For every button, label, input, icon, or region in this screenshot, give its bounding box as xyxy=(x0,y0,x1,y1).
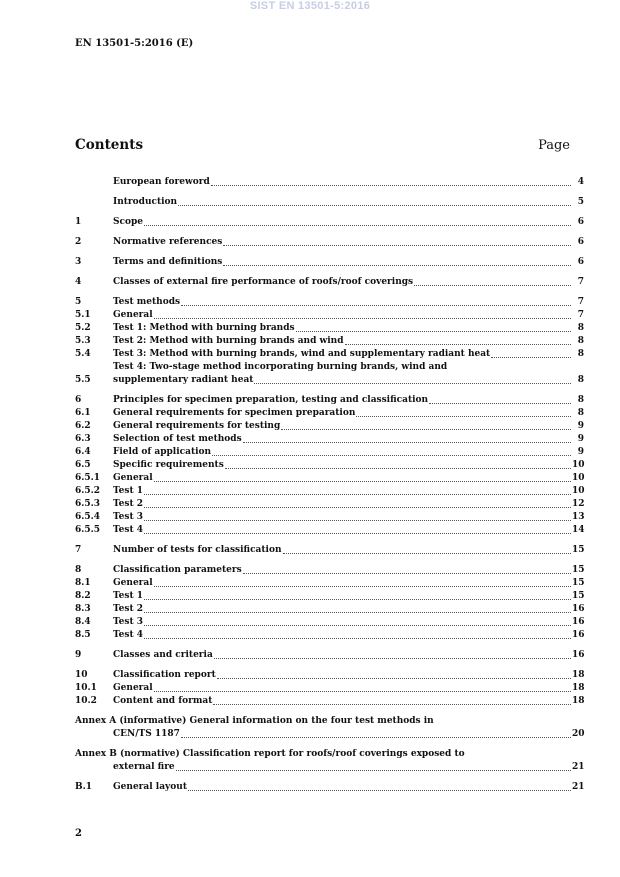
toc-entry-number: 6.5.5 xyxy=(75,525,101,535)
toc-entry-number: 8.3 xyxy=(75,604,91,614)
watermark: SIST EN 13501-5:2016 xyxy=(249,0,371,12)
toc-entry[interactable] xyxy=(75,335,584,348)
toc-entry-title xyxy=(75,715,572,741)
toc-entry-title xyxy=(113,335,572,348)
dot-leader xyxy=(188,790,571,791)
toc-entry-title xyxy=(113,498,572,511)
toc-entry-title-text: Test 3 xyxy=(113,617,144,627)
dot-leader xyxy=(243,573,571,574)
toc-entry-page: 16 xyxy=(572,650,585,660)
toc-entry-title-text: General requirements for specimen preparation xyxy=(113,408,356,418)
toc-entry-title-text: Content and format xyxy=(113,696,213,706)
toc-entry-title xyxy=(113,322,572,335)
toc-entry-number: 5.5 xyxy=(75,375,91,385)
toc-entry[interactable] xyxy=(75,459,584,472)
toc-entry[interactable] xyxy=(75,781,584,794)
toc-entry-title xyxy=(113,682,572,695)
dot-leader xyxy=(144,612,571,613)
toc-entry-title-text: Specific requirements xyxy=(113,460,224,470)
toc-entry[interactable] xyxy=(75,407,584,420)
toc-entry[interactable] xyxy=(75,649,584,662)
dot-leader xyxy=(144,507,571,508)
toc-entry-title xyxy=(113,511,572,524)
toc-entry-page: 6 xyxy=(577,237,584,247)
toc-entry-page: 7 xyxy=(577,310,584,320)
toc-entry-title-text: Classification report xyxy=(113,670,216,680)
toc-entry-page: 8 xyxy=(577,395,584,405)
toc-entry-title xyxy=(113,564,572,577)
toc-entry-title-text: Introduction xyxy=(113,197,178,207)
toc-entry-title-text: Principles for specimen preparation, testing and classification xyxy=(113,395,429,405)
toc-entry-title-line2-row xyxy=(75,761,572,774)
toc-entry-title-line2-row xyxy=(75,728,572,741)
toc-entry-title-text: Test 4 xyxy=(113,525,144,535)
toc-entry-title-text: General xyxy=(113,310,153,320)
toc-entry-page: 8 xyxy=(577,336,584,346)
toc-entry-title xyxy=(113,524,572,537)
dot-leader xyxy=(243,442,571,443)
toc-entry-number: 7 xyxy=(75,545,82,555)
toc-entry-page: 16 xyxy=(572,617,585,627)
toc-entry-page: 10 xyxy=(572,460,585,470)
toc-entry-number: 10 xyxy=(75,670,88,680)
toc-entry-page: 9 xyxy=(577,421,584,431)
toc-entry-title-line2: supplementary radiant heat xyxy=(113,375,254,385)
toc-entry-page: 10 xyxy=(572,486,585,496)
toc-entry[interactable] xyxy=(75,216,584,229)
dot-leader xyxy=(181,737,571,738)
toc-entry[interactable] xyxy=(75,485,584,498)
toc-entry-number: 4 xyxy=(75,277,82,287)
toc-entry-number: 6 xyxy=(75,395,82,405)
toc-entry-number: 6.1 xyxy=(75,408,91,418)
dot-leader xyxy=(283,553,571,554)
toc-entry-title xyxy=(113,649,572,662)
dot-leader xyxy=(181,305,571,306)
toc-entry-title-line1: Annex B (normative) Classification report for roofs/roof coverings exposed to xyxy=(75,749,465,759)
toc-entry-title xyxy=(113,236,572,249)
toc-entry[interactable] xyxy=(75,669,584,682)
toc-entry-title-text: General xyxy=(113,578,153,588)
toc-entry[interactable] xyxy=(75,616,584,629)
toc-entry-title xyxy=(113,361,572,387)
toc-entry-page: 9 xyxy=(577,447,584,457)
toc-entry-title-text: European foreword xyxy=(113,177,210,187)
toc-entry-page: 14 xyxy=(572,525,585,535)
toc-entry-title xyxy=(113,276,572,289)
toc-entry[interactable] xyxy=(75,236,584,249)
toc-entry[interactable] xyxy=(75,196,584,209)
toc-entry-number: 8.1 xyxy=(75,578,91,588)
toc-entry-page: 15 xyxy=(572,545,585,555)
toc-entry-page: 18 xyxy=(572,670,585,680)
toc-entry-number: 9 xyxy=(75,650,82,660)
toc-entry-title xyxy=(113,256,572,269)
toc-entry-title xyxy=(113,407,572,420)
dot-leader xyxy=(211,185,571,186)
toc-entry-title-text: Classification parameters xyxy=(113,565,242,575)
toc-entry[interactable] xyxy=(75,176,584,189)
dot-leader xyxy=(296,331,571,332)
toc-entry-title-text: Test 2 xyxy=(113,499,144,509)
toc-entry-page: 15 xyxy=(572,591,585,601)
dot-leader xyxy=(154,481,571,482)
toc-entry-number: 1 xyxy=(75,217,82,227)
toc-entry[interactable] xyxy=(75,748,584,774)
dot-leader xyxy=(356,416,571,417)
toc-entry-title xyxy=(113,616,572,629)
toc-entry[interactable] xyxy=(75,394,584,407)
toc-entry-title-text: Test 4 xyxy=(113,630,144,640)
toc-entry-title xyxy=(113,216,572,229)
toc-entry-title xyxy=(113,176,572,189)
toc-entry-page: 9 xyxy=(577,434,584,444)
toc-entry-title-text: Normative references xyxy=(113,237,223,247)
toc-entry-title-text: Test 1 xyxy=(113,486,144,496)
dot-leader xyxy=(213,704,571,705)
toc-entry-number: 6.4 xyxy=(75,447,91,457)
dot-leader xyxy=(212,455,571,456)
toc-entry-page: 6 xyxy=(577,217,584,227)
toc-entry-number: 8.4 xyxy=(75,617,91,627)
toc-entry-page: 20 xyxy=(572,729,585,739)
toc-entry-title xyxy=(113,590,572,603)
toc-entry-title xyxy=(113,348,572,361)
dot-leader xyxy=(154,691,571,692)
toc-entry-title-text: Test 1 xyxy=(113,591,144,601)
dot-leader xyxy=(144,533,571,534)
toc-entry[interactable] xyxy=(75,256,584,269)
toc-entry-title-text: General xyxy=(113,683,153,693)
toc-entry[interactable] xyxy=(75,682,584,695)
toc-entry[interactable] xyxy=(75,361,584,387)
toc-entry-page: 16 xyxy=(572,604,585,614)
toc-entry-title-text: Test 2: Method with burning brands and wind xyxy=(113,336,344,346)
toc-entry[interactable] xyxy=(75,577,584,590)
toc-entry-number: 8.2 xyxy=(75,591,91,601)
toc-entry-number: 10.1 xyxy=(75,683,97,693)
document-id: EN 13501-5:2016 (E) xyxy=(75,38,194,49)
dot-leader xyxy=(345,344,571,345)
dot-leader xyxy=(154,318,571,319)
dot-leader xyxy=(154,586,571,587)
toc-entry-number: 8.5 xyxy=(75,630,91,640)
toc-entry-page: 8 xyxy=(577,349,584,359)
toc-entry-page: 16 xyxy=(572,630,585,640)
dot-leader xyxy=(144,494,571,495)
toc-entry[interactable] xyxy=(75,498,584,511)
toc-entry-title-text: Selection of test methods xyxy=(113,434,242,444)
toc-entry-title xyxy=(113,485,572,498)
toc-entry-title-text: General xyxy=(113,473,153,483)
toc-entry-number: 6.5 xyxy=(75,460,91,470)
toc-entry-title xyxy=(113,433,572,446)
toc-entry-page: 13 xyxy=(572,512,585,522)
toc-entry-title-text: General requirements for testing xyxy=(113,421,281,431)
toc-entry-title xyxy=(113,669,572,682)
toc-entry-page: 10 xyxy=(572,473,585,483)
dot-leader xyxy=(176,770,571,771)
dot-leader xyxy=(144,625,571,626)
toc-entry-title-text: General layout xyxy=(113,782,187,792)
toc-entry[interactable] xyxy=(75,472,584,485)
toc-entry-number: 3 xyxy=(75,257,82,267)
toc-entry-title xyxy=(113,695,572,708)
toc-entry[interactable] xyxy=(75,433,584,446)
page-column-label: Page xyxy=(538,138,570,153)
toc-entry[interactable] xyxy=(75,309,584,322)
toc-entry-title xyxy=(113,544,572,557)
toc-entry-title xyxy=(113,309,572,322)
toc-entry[interactable] xyxy=(75,695,584,708)
toc-entry-title xyxy=(113,296,572,309)
toc-entry[interactable] xyxy=(75,590,584,603)
toc-entry-page: 12 xyxy=(572,499,585,509)
toc-entry-title-line2-row xyxy=(113,374,572,387)
toc-entry-number: 6.5.4 xyxy=(75,512,101,522)
toc-entry-title-text: Terms and definitions xyxy=(113,257,223,267)
toc-entry-title xyxy=(113,446,572,459)
contents-heading xyxy=(75,137,570,153)
toc-entry-number: 5.3 xyxy=(75,336,91,346)
toc-entry-title xyxy=(113,196,572,209)
toc-entry-number: 6.3 xyxy=(75,434,91,444)
toc-entry-title xyxy=(113,420,572,433)
toc-entry-page: 15 xyxy=(572,578,585,588)
toc-entry-page: 6 xyxy=(577,257,584,267)
dot-leader xyxy=(223,245,571,246)
toc-entry-number: 6.5.3 xyxy=(75,499,101,509)
page-number: 2 xyxy=(75,828,82,839)
dot-leader xyxy=(217,678,571,679)
toc-entry[interactable] xyxy=(75,524,584,537)
toc-entry[interactable] xyxy=(75,348,584,361)
dot-leader xyxy=(254,383,571,384)
dot-leader xyxy=(281,429,571,430)
toc-entry[interactable] xyxy=(75,564,584,577)
toc-entry-title-text: Test 3: Method with burning brands, wind and supplementary radiant heat xyxy=(113,349,491,359)
toc-entry[interactable] xyxy=(75,296,584,309)
toc-entry-page: 7 xyxy=(577,277,584,287)
toc-entry-page: 21 xyxy=(572,782,585,792)
dot-leader xyxy=(178,205,571,206)
dot-leader xyxy=(144,225,571,226)
toc-entry-number: 5.1 xyxy=(75,310,91,320)
toc-entry[interactable] xyxy=(75,420,584,433)
toc-entry-title-line2: CEN/TS 1187 xyxy=(113,729,180,739)
toc-entry-title-text: Classes of external fire performance of roofs/roof coverings xyxy=(113,277,414,287)
toc-entry[interactable] xyxy=(75,715,584,741)
toc-entry-number: 2 xyxy=(75,237,82,247)
dot-leader xyxy=(144,520,571,521)
toc-entry-page: 18 xyxy=(572,683,585,693)
dot-leader xyxy=(144,638,571,639)
toc-entry-number: 5.4 xyxy=(75,349,91,359)
toc-entry-title xyxy=(113,603,572,616)
dot-leader xyxy=(429,403,571,404)
dot-leader xyxy=(144,599,571,600)
dot-leader xyxy=(223,265,571,266)
toc-entry-title xyxy=(75,748,572,774)
toc-entry-page: 8 xyxy=(577,408,584,418)
toc-entry-title xyxy=(113,781,572,794)
toc-entry-title-text: Classes and criteria xyxy=(113,650,213,660)
toc-entry-number: 5 xyxy=(75,297,82,307)
toc-entry-page: 18 xyxy=(572,696,585,706)
toc-entry[interactable] xyxy=(75,544,584,557)
toc-entry-title-line1: Test 4: Two-stage method incorporating burning brands, wind and xyxy=(113,362,448,372)
toc-entry-title xyxy=(113,577,572,590)
toc-entry-page: 5 xyxy=(577,197,584,207)
toc-entry-title xyxy=(113,629,572,642)
dot-leader xyxy=(414,285,571,286)
toc-entry-title-text: Scope xyxy=(113,217,144,227)
toc-entry-page: 8 xyxy=(577,375,584,385)
toc-entry-title xyxy=(113,472,572,485)
toc-entry-title-text: Number of tests for classification xyxy=(113,545,282,555)
toc-entry[interactable] xyxy=(75,603,584,616)
toc-entry-title-text: Test 3 xyxy=(113,512,144,522)
toc-entry-number: 5.2 xyxy=(75,323,91,333)
toc-entry-number: 10.2 xyxy=(75,696,97,706)
toc-entry[interactable] xyxy=(75,446,584,459)
toc-entry-number: 6.5.2 xyxy=(75,486,101,496)
toc-entry[interactable] xyxy=(75,511,584,524)
toc-entry-title-line1: Annex A (informative) General information on the four test methods in xyxy=(75,716,434,726)
toc-entry-page: 21 xyxy=(572,762,585,772)
toc-entry-page: 4 xyxy=(577,177,584,187)
dot-leader xyxy=(225,468,571,469)
toc-entry-title xyxy=(113,394,572,407)
toc-entry[interactable] xyxy=(75,322,584,335)
toc-entry-page: 15 xyxy=(572,565,585,575)
contents-title: Contents xyxy=(75,137,144,153)
toc-entry-number: 6.2 xyxy=(75,421,91,431)
toc-entry-title-text: Test methods xyxy=(113,297,181,307)
toc-entry-number: 8 xyxy=(75,565,82,575)
dot-leader xyxy=(214,658,571,659)
toc-entry-title-text: Field of application xyxy=(113,447,212,457)
toc-entry-title-line2: external fire xyxy=(113,762,175,772)
table-of-contents xyxy=(75,176,584,794)
toc-entry-title-text: Test 2 xyxy=(113,604,144,614)
toc-entry[interactable] xyxy=(75,276,584,289)
toc-entry-title xyxy=(113,459,572,472)
toc-entry-number: 6.5.1 xyxy=(75,473,101,483)
toc-entry-page: 8 xyxy=(577,323,584,333)
toc-entry-page: 7 xyxy=(577,297,584,307)
toc-entry[interactable] xyxy=(75,629,584,642)
toc-entry-number: B.1 xyxy=(75,782,93,792)
toc-entry-title-text: Test 1: Method with burning brands xyxy=(113,323,295,333)
dot-leader xyxy=(491,357,571,358)
